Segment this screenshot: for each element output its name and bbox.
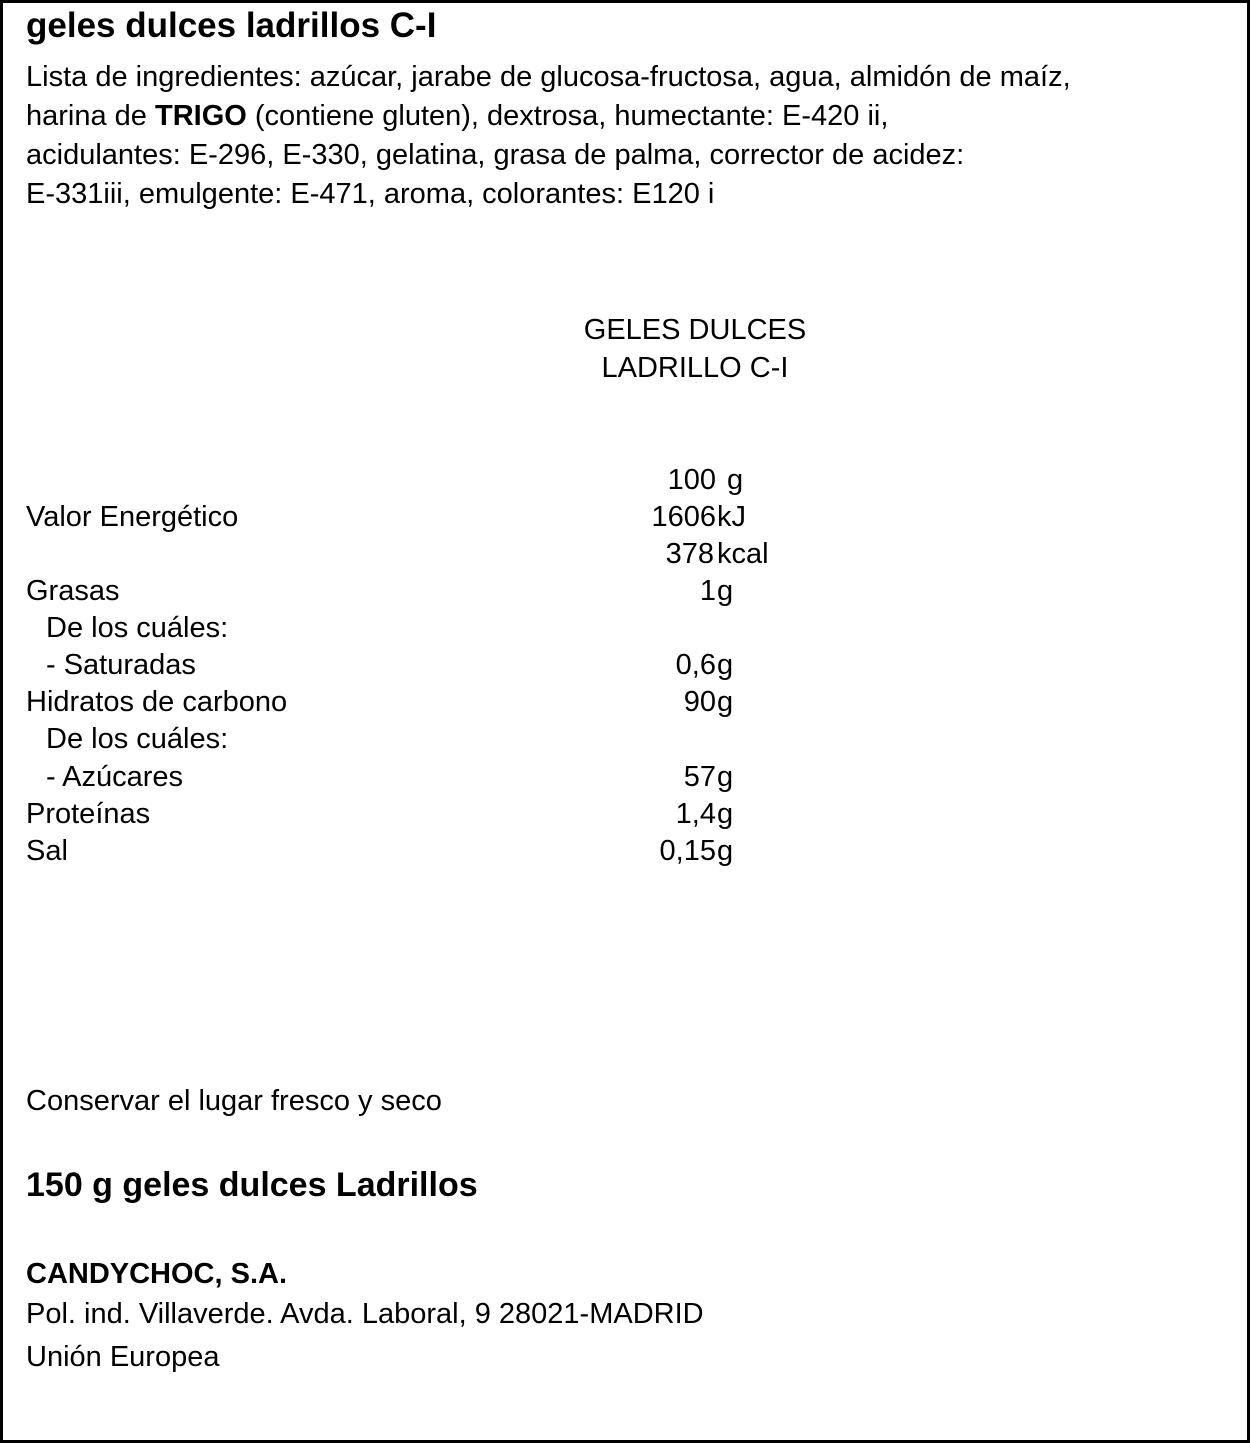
ingredients-list bbox=[26, 58, 1226, 214]
nutrition-value: 0,6 bbox=[675, 649, 716, 681]
nutrition-label: - Azúcares bbox=[46, 761, 183, 793]
nutrition-row-energy-kj bbox=[0, 499, 1250, 536]
nutrition-label: Valor Energético bbox=[26, 501, 239, 533]
nutrition-unit: g bbox=[717, 686, 734, 718]
nutrition-value: 1606 bbox=[651, 501, 716, 533]
nutrition-product-name-line-1: GELES DULCES bbox=[583, 314, 807, 346]
nutrition-value: 90 bbox=[683, 686, 716, 718]
ingredients-line-2-start: harina de bbox=[26, 100, 155, 132]
nutrition-unit: kJ bbox=[717, 501, 746, 533]
allergen-wheat: TRIGO bbox=[155, 100, 247, 132]
nutrition-label: - Saturadas bbox=[46, 649, 196, 681]
nutrition-row-energy-kcal bbox=[0, 536, 1250, 573]
nutrition-unit: g bbox=[717, 798, 734, 830]
per-amount-value: 100 bbox=[667, 464, 716, 496]
nutrition-row-carbohydrates bbox=[0, 684, 1250, 721]
product-title: geles dulces ladrillos C-I bbox=[26, 6, 437, 45]
nutrition-row-protein bbox=[0, 796, 1250, 833]
nutrition-product-name-line-2: LADRILLO C-I bbox=[601, 352, 789, 384]
nutrition-unit: g bbox=[717, 835, 734, 867]
company-region: Unión Europea bbox=[26, 1341, 220, 1373]
ingredients-line-1: Lista de ingredientes: azúcar, jarabe de glucosa-fructosa, agua, almidón de maíz, bbox=[26, 61, 1071, 93]
nutrition-unit: kcal bbox=[717, 538, 769, 570]
company-name: CANDYCHOC, S.A. bbox=[26, 1258, 288, 1290]
nutrition-row-fat-of-which bbox=[0, 610, 1250, 647]
nutrition-row-saturated bbox=[0, 647, 1250, 684]
company-address: Pol. ind. Villaverde. Avda. Laboral, 9 28021-MADRID bbox=[26, 1298, 704, 1330]
nutrition-per-header bbox=[0, 462, 1250, 499]
ingredients-line-3: acidulantes: E-296, E-330, gelatina, grasa de palma, corrector de acidez: bbox=[26, 139, 965, 171]
nutrition-row-fat bbox=[0, 573, 1250, 610]
nutrition-value: 1 bbox=[699, 575, 716, 607]
ingredients-line-2-end: (contiene gluten), dextrosa, humectante: E-420 ii, bbox=[246, 100, 889, 132]
nutrition-row-salt bbox=[0, 833, 1250, 870]
net-content: 150 g geles dulces Ladrillos bbox=[26, 1166, 478, 1204]
nutrition-unit: g bbox=[717, 575, 734, 607]
ingredients-line-4: E-331iii, emulgente: E-471, aroma, colorantes: E120 i bbox=[26, 178, 715, 210]
nutrition-label: Sal bbox=[26, 835, 68, 867]
nutrition-unit: g bbox=[717, 649, 734, 681]
nutrition-label: Hidratos de carbono bbox=[26, 686, 288, 718]
nutrition-value: 0,15 bbox=[659, 835, 716, 867]
nutrition-value: 1,4 bbox=[675, 798, 716, 830]
nutrition-unit: g bbox=[717, 761, 734, 793]
nutrition-label: Grasas bbox=[26, 575, 120, 607]
storage-instructions: Conservar el lugar fresco y seco bbox=[26, 1085, 442, 1117]
nutrition-row-carbs-of-which bbox=[0, 721, 1250, 758]
nutrition-label: Proteínas bbox=[26, 798, 151, 830]
per-amount-unit: g bbox=[727, 464, 744, 496]
nutrition-label: De los cuáles: bbox=[46, 723, 229, 755]
nutrition-value: 57 bbox=[683, 761, 716, 793]
nutrition-row-sugars bbox=[0, 759, 1250, 796]
nutrition-value: 378 bbox=[665, 538, 714, 570]
ingredients-line-2 bbox=[26, 97, 1226, 136]
nutrition-label: De los cuáles: bbox=[46, 612, 229, 644]
